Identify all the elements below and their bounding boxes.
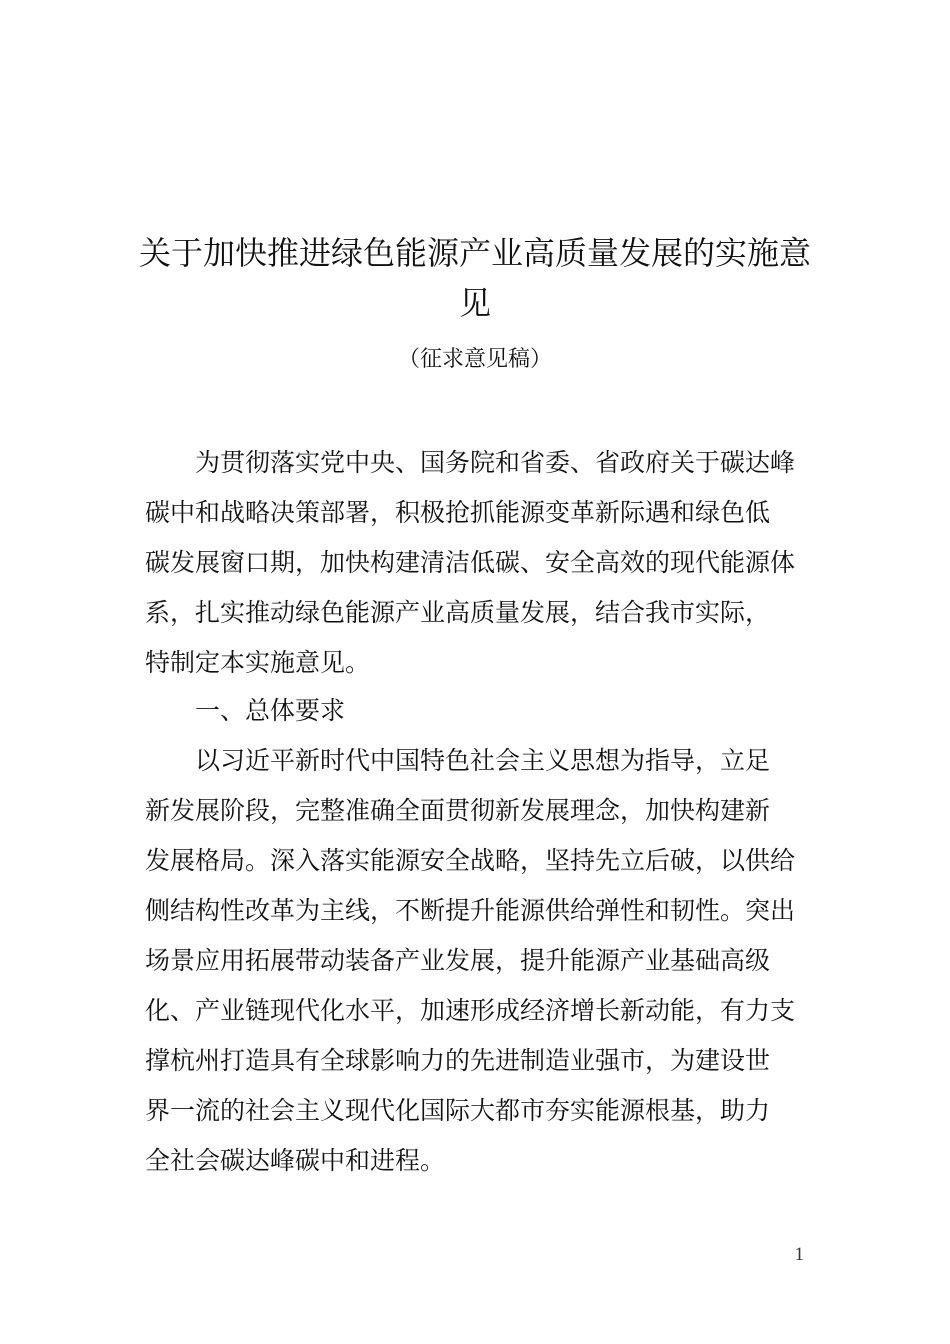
paragraph-1-line-4: 系，扎实推动绿色能源产业高质量发展，结合我市实际，	[145, 598, 771, 627]
paragraph-2-line-3: 发展格局。深入落实能源安全战略，坚持先立后破，以供给	[145, 846, 796, 875]
section-heading: 一、总体要求	[195, 696, 346, 725]
paragraph-1-line-2: 碳中和战略决策部署，积极抢抓能源变革新际遇和绿色低	[145, 498, 771, 527]
document-subtitle: （征求意见稿）	[397, 347, 552, 372]
document-title-line-2: 见	[458, 284, 491, 322]
paragraph-2-line-9: 全社会碳达峰碳中和进程。	[145, 1146, 446, 1175]
paragraph-2-line-8: 界一流的社会主义现代化国际大都市夯实能源根基，助力	[145, 1096, 771, 1125]
paragraph-2-line-4: 侧结构性改革为主线，不断提升能源供给弹性和韧性。突出	[145, 896, 796, 925]
document-title-line-1: 关于加快推进绿色能源产业高质量发展的实施意	[138, 234, 811, 272]
paragraph-1-line-3: 碳发展窗口期，加快构建清洁低碳、安全高效的现代能源体	[145, 548, 796, 577]
paragraph-2-line-1: 以习近平新时代中国特色社会主义思想为指导，立足	[195, 746, 771, 775]
paragraph-2-line-5: 场景应用拓展带动装备产业发展，提升能源产业基础高级	[145, 946, 771, 975]
paragraph-2-line-2: 新发展阶段，完整准确全面贯彻新发展理念，加快构建新	[145, 796, 771, 825]
paragraph-2-line-6: 化、产业链现代化水平，加速形成经济增长新动能，有力支	[145, 996, 796, 1025]
paragraph-1-line-1: 为贯彻落实党中央、国务院和省委、省政府关于碳达峰	[195, 448, 796, 477]
paragraph-2-line-7: 撑杭州打造具有全球影响力的先进制造业强市，为建设世	[145, 1046, 771, 1075]
paragraph-1-line-5: 特制定本实施意见。	[145, 648, 371, 677]
page-number: 1	[794, 1244, 804, 1265]
